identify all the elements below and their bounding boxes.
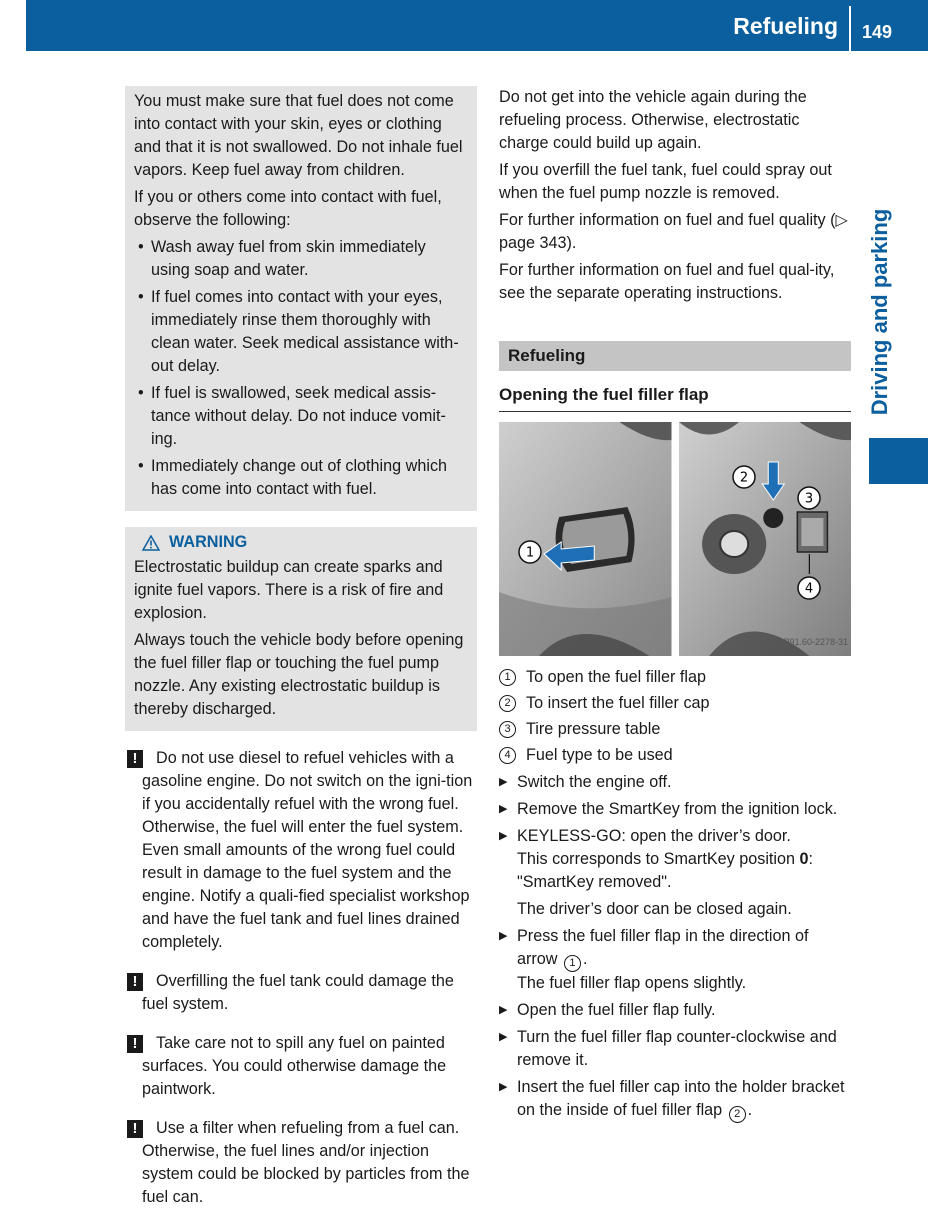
exclamation-icon: !	[127, 973, 143, 991]
callout-label: 2	[739, 470, 748, 486]
step-item: ▶ Open the fuel filler flap fully.	[499, 999, 851, 1022]
legend-text: Fuel type to be used	[526, 746, 673, 764]
note-text: Overfilling the fuel tank could damage the fuel system.	[142, 972, 454, 1013]
section-heading: Refueling	[499, 341, 851, 371]
fuel-flap-figure	[499, 422, 851, 656]
intro-para-2: If you overfill the fuel tank, fuel could spray out when the fuel pump nozzle is removed.	[499, 161, 832, 202]
exclamation-icon: !	[127, 750, 143, 768]
note-filter	[125, 1117, 477, 1209]
figure-code: P91.60-2278-31	[783, 637, 848, 647]
step-item: ▶ Turn the fuel filler flap counter-clockwise and remove it.	[499, 1026, 851, 1072]
danger-para-2: If you or others come into contact with fuel, observe the following:	[134, 188, 442, 229]
legend-text: To open the fuel filler flap	[526, 668, 706, 686]
legend-item	[499, 718, 851, 741]
danger-box	[125, 86, 477, 511]
warning-heading-label: WARNING	[169, 533, 248, 551]
open-fuel-flap-illustration	[679, 422, 852, 656]
header-divider	[849, 6, 851, 51]
note-text: Take care not to spill any fuel on painted surfaces. You could otherwise damage the paintwork.	[142, 1034, 447, 1098]
callout-label: 3	[804, 491, 813, 507]
exclamation-icon: !	[127, 1120, 143, 1138]
warning-para-2: Always touch the vehicle body before opening the fuel filler flap or touching the fuel pump nozzle. Any existing electrostatic buildup is thereby discharged.	[134, 631, 464, 718]
step-item	[499, 825, 851, 921]
step-result-text: : "SmartKey removed".	[517, 850, 814, 891]
step-item	[499, 925, 851, 995]
warning-para-1: Electrostatic buildup can create sparks and ignite fuel vapors. There is a risk of fire and explosion.	[134, 558, 444, 622]
note-diesel	[125, 747, 477, 954]
note-text: Use a filter when refueling from a fuel can. Otherwise, the fuel lines and/or injection system could be blocked by particles from the fuel can.	[142, 1119, 470, 1206]
step-text: .	[747, 1101, 753, 1119]
page-number: 149	[862, 22, 893, 42]
legend-item	[499, 744, 851, 767]
legend-text: Tire pressure table	[526, 720, 661, 738]
circled-number: 2	[729, 1106, 746, 1123]
circled-number: 2	[499, 695, 516, 712]
warning-heading	[134, 531, 468, 554]
callout-label: 4	[804, 581, 813, 597]
smartkey-position: 0	[799, 850, 809, 868]
callout-1-icon	[517, 539, 543, 565]
step-extra: The driver’s door can be closed again.	[517, 900, 792, 918]
step-text: KEYLESS-GO: open the driver’s door.	[517, 827, 791, 845]
subheading: Opening the fuel filler flap	[499, 383, 851, 412]
figure-panel-open	[679, 422, 852, 656]
header-bar	[26, 0, 928, 51]
figure-panel-closed	[499, 422, 672, 656]
circled-number: 3	[499, 721, 516, 738]
list-item: • Wash away fuel from skin immediately using soap and water.	[134, 236, 468, 282]
list-item: • If fuel is swallowed, seek medical assis-tance without delay. Do not induce vomit-ing.	[134, 382, 468, 451]
callout-2-icon	[731, 464, 757, 490]
circled-number: 1	[564, 955, 581, 972]
step-item: ▶ Switch the engine off.	[499, 771, 851, 794]
figure-legend	[499, 666, 851, 767]
note-overfill	[125, 970, 477, 1016]
callout-3-icon	[796, 485, 822, 511]
step-list	[499, 771, 851, 1123]
step-result-text: This corresponds to SmartKey position	[517, 850, 800, 868]
legend-item	[499, 666, 851, 689]
chapter-tab-marker	[869, 438, 928, 484]
note-text: Do not use diesel to refuel vehicles with a gasoline engine. Do not switch on the igni-tion if you accidentally refuel with the wrong fuel. Otherwise, the fuel will enter the fuel system. Even small amounts of the wrong fuel could result in damage to the fuel system and the engine. Notify a quali-fied specialist workshop and have the fuel tank and fuel lines drained completely.	[142, 749, 473, 951]
chapter-tab-label: Driving and parking	[867, 208, 892, 416]
list-item: • If fuel comes into contact with your eyes, immediately rinse them thoroughly with clean water. Seek medical assistance with-out delay.	[134, 286, 468, 378]
callout-4-icon	[796, 575, 822, 601]
step-result: The fuel filler flap opens slightly.	[517, 974, 747, 992]
legend-text: To insert the fuel filler cap	[526, 694, 710, 712]
danger-bullet-list	[134, 236, 468, 501]
legend-item	[499, 692, 851, 715]
circled-number: 4	[499, 747, 516, 764]
chapter-tab	[860, 198, 900, 426]
step-item: ▶ Remove the SmartKey from the ignition lock.	[499, 798, 851, 821]
step-text: .	[582, 950, 588, 968]
step-text: Insert the fuel filler cap into the holder bracket on the inside of fuel filler flap	[517, 1078, 845, 1119]
exclamation-icon: !	[127, 1035, 143, 1053]
warning-box	[125, 527, 477, 731]
left-column	[125, 86, 477, 1209]
right-column	[499, 86, 851, 1127]
step-text: Press the fuel filler flap in the direction of arrow	[517, 927, 809, 968]
step-item	[499, 1076, 851, 1123]
list-item: • Immediately change out of clothing which has come into contact with fuel.	[134, 455, 468, 501]
circled-number: 1	[499, 669, 516, 686]
danger-para-1: You must make sure that fuel does not come into contact with your skin, eyes or clothing and that it is not swallowed. Do not inhale fuel vapors. Keep fuel away from children.	[134, 92, 463, 179]
warning-triangle-icon	[142, 535, 160, 551]
step-result	[517, 848, 851, 894]
callout-label: 1	[525, 545, 535, 561]
intro-para-1: Do not get into the vehicle again during the refueling process. Otherwise, electrostatic charge could build up again.	[499, 88, 807, 152]
note-spill	[125, 1032, 477, 1101]
intro-para-4: For further information on fuel and fuel qual-ity, see the separate operating instructions.	[499, 261, 835, 302]
intro-para-3: For further information on fuel and fuel quality (▷ page 343).	[499, 211, 848, 252]
page-title: Refueling	[733, 13, 838, 39]
